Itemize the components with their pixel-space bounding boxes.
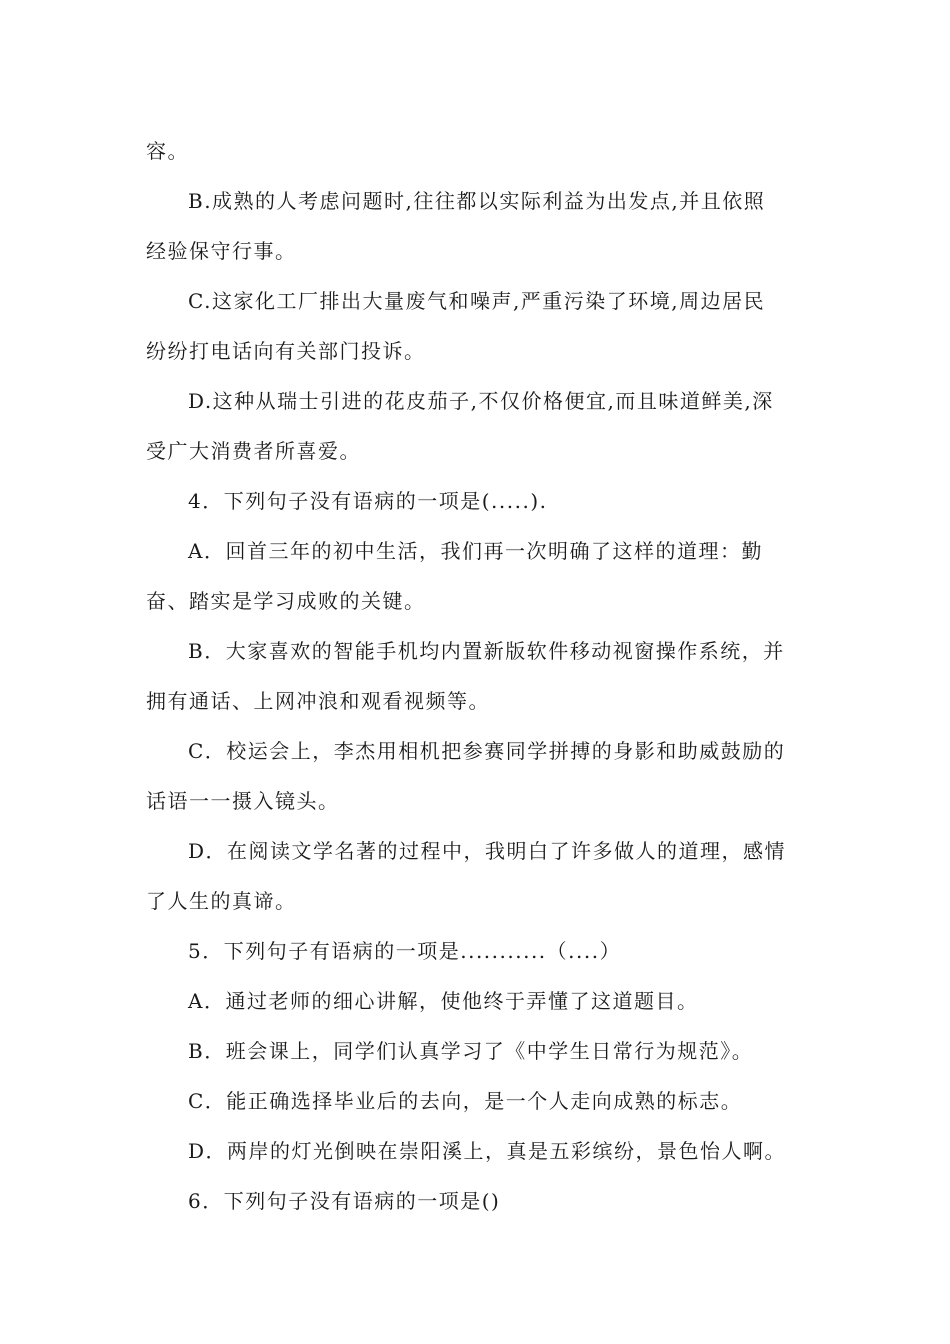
- text-line: 奋、踏实是学习成败的关键。: [146, 589, 426, 613]
- question-4: 4．下列句子没有语病的一项是(.....).: [188, 489, 548, 513]
- option-a-q4: A．回首三年的初中生活，我们再一次明确了这样的道理：勤: [188, 539, 763, 563]
- option-b-q3: B.成熟的人考虑问题时,往往都以实际利益为出发点,并且依照: [188, 189, 766, 213]
- text-line: 容。: [146, 139, 189, 163]
- option-d-q3: D.这种从瑞士引进的花皮茄子,不仅价格便宜,而且味道鲜美,深: [188, 389, 774, 413]
- option-c-q4: C．校运会上，李杰用相机把参赛同学拼搏的身影和助威鼓励的: [188, 739, 786, 763]
- option-c-q3: C.这家化工厂排出大量废气和噪声,严重污染了环境,周边居民: [188, 289, 766, 313]
- text-line: 经验保守行事。: [146, 239, 297, 263]
- question-5: 5．下列句子有语病的一项是...........（....）: [188, 939, 622, 963]
- text-line: 纷纷打电话向有关部门投诉。: [146, 339, 426, 363]
- text-line: 了人生的真谛。: [146, 889, 297, 913]
- text-line: 拥有通话、上网冲浪和观看视频等。: [146, 689, 490, 713]
- option-b-q5: B．班会课上，同学们认真学习了《中学生日常行为规范》。: [188, 1039, 754, 1063]
- option-a-q5: A．通过老师的细心讲解，使他终于弄懂了这道题目。: [188, 989, 699, 1013]
- text-line: 受广大消费者所喜爱。: [146, 439, 361, 463]
- text-line: 话语一一摄入镜头。: [146, 789, 340, 813]
- option-d-q5: D．两岸的灯光倒映在崇阳溪上，真是五彩缤纷，景色怡人啊。: [188, 1139, 787, 1163]
- option-d-q4: D．在阅读文学名著的过程中，我明白了许多做人的道理，感情: [188, 839, 787, 863]
- option-b-q4: B．大家喜欢的智能手机均内置新版软件移动视窗操作系统，并: [188, 639, 785, 663]
- option-c-q5: C．能正确选择毕业后的去向，是一个人走向成熟的标志。: [188, 1089, 743, 1113]
- question-6: 6．下列句子没有语病的一项是(): [188, 1189, 501, 1213]
